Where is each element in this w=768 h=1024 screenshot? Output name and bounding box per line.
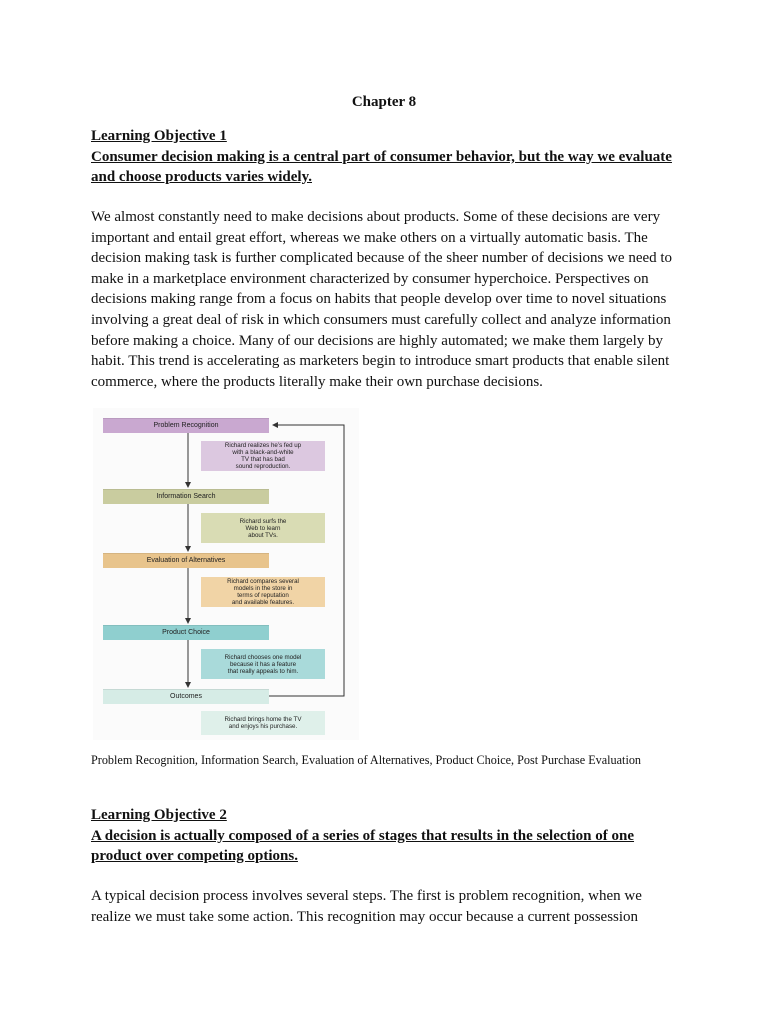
paragraph-line: make in a marketplace environment characterized by consumer hyperchoice. Perspectives on <box>91 270 649 287</box>
paragraph-line: important and entail great effort, whereas we make others on a virtually automatic basis. The <box>91 229 648 246</box>
stage-outcomes: Outcomes <box>103 689 269 704</box>
stage-problem-recognition: Problem Recognition <box>103 418 269 433</box>
paragraph-line: commerce, where the products literally make their own purchase decisions. <box>91 373 543 390</box>
stage-evaluation-of-alternatives: Evaluation of Alternatives <box>103 553 269 568</box>
paragraph-line: habit. This trend is accelerating as marketers begin to introduce smart products that enable silent <box>91 353 670 370</box>
body-paragraph-1 <box>91 207 691 392</box>
objective-label: Learning Objective 2 <box>91 807 227 823</box>
objective-statement-line: product over competing options. <box>91 848 298 864</box>
note-problem-recognition: Richard realizes he’s fed up with a black-and-white TV that has bad sound reproduction. <box>201 441 325 471</box>
objective-statement-line: and choose products varies widely. <box>91 169 312 185</box>
paragraph-line: We almost constantly need to make decisions about products. Some of these decisions are very <box>91 209 661 225</box>
note-product-choice: Richard chooses one model because it has a feature that really appeals to him. <box>201 649 325 679</box>
note-evaluation-of-alternatives: Richard compares several models in the store in terms of reputation and available features. <box>201 577 325 607</box>
objective-statement-line: A decision is actually composed of a series of stages that results in the selection of one <box>91 827 635 844</box>
figure-caption: Problem Recognition, Information Search, Evaluation of Alternatives, Product Choice, Post Purchase Evaluation <box>91 753 642 767</box>
paragraph-line: realize we must take some action. This recognition may occur because a current possession <box>91 908 639 925</box>
learning-objective-2 <box>91 805 691 867</box>
stage-information-search: Information Search <box>103 489 269 504</box>
objective-label: Learning Objective 1 <box>91 128 227 144</box>
chapter-title: Chapter 8 <box>351 94 417 110</box>
paragraph-line: before making a choice. Many of our decisions are highly automated; we make them largely by <box>91 332 664 349</box>
paragraph-line: decisions making range from a focus on habits that people develop over time to novel situations <box>91 291 667 308</box>
body-paragraph-2 <box>91 886 691 927</box>
paragraph-line: A typical decision process involves several steps. The first is problem recognition, when we <box>91 888 642 904</box>
note-outcomes: Richard brings home the TV and enjoys his purchase. <box>201 711 325 735</box>
paragraph-line: involving a great deal of risk in which consumers must carefully collect and analyze information <box>91 311 671 328</box>
note-information-search: Richard surfs the Web to learn about TVs. <box>201 513 325 543</box>
learning-objective-1 <box>91 126 691 188</box>
paragraph-line: decision making task is further complicated because of the sheer number of decisions we need to <box>91 250 673 267</box>
decision-process-diagram <box>93 408 359 740</box>
stage-product-choice: Product Choice <box>103 625 269 640</box>
objective-statement-line: Consumer decision making is a central part of consumer behavior, but the way we evaluate <box>91 148 672 165</box>
